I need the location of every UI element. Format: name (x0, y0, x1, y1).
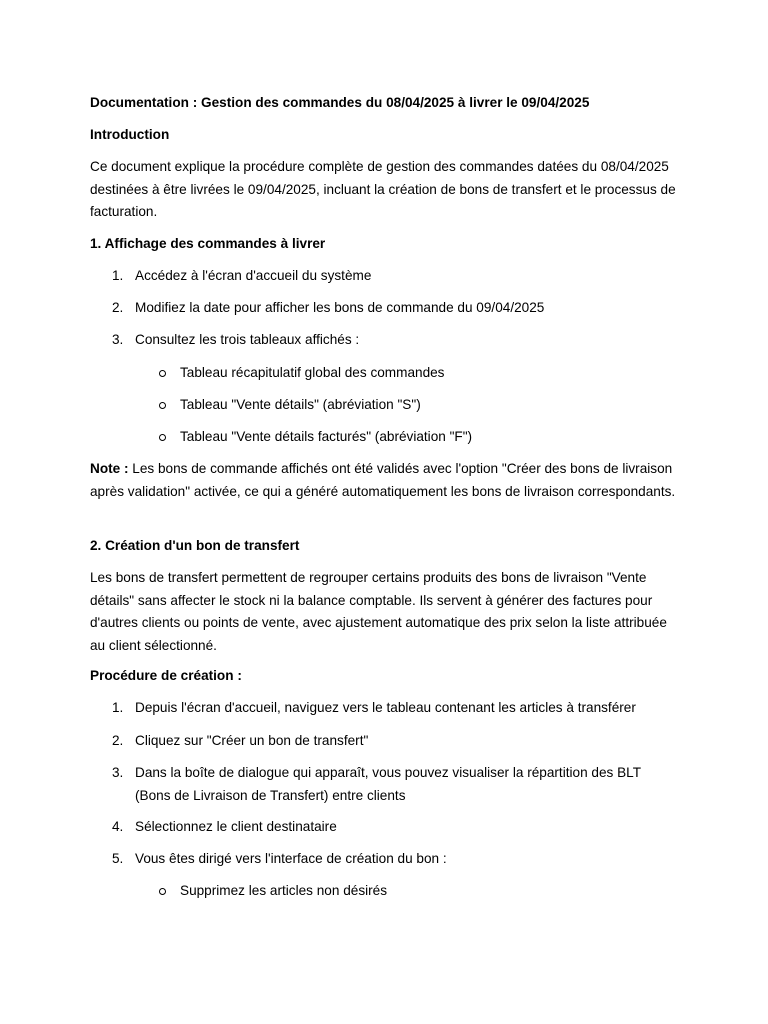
sub-list-text: Tableau "Vente détails facturés" (abréviation "F") (180, 429, 473, 444)
section2-paragraph: Les bons de transfert permettent de regrouper certains produits des bons de livraison "Vente détails" sans affecter le stock ni la balance comptable. Ils servent à générer des factures pour d'autres clients ou points de vente, avec ajustement automatique des prix selon la liste attribuée au client sélectionné. (90, 570, 667, 653)
circle-bullet-icon (159, 402, 166, 409)
list-number: 5. (112, 851, 124, 866)
procedure-heading: Procédure de création : (90, 668, 242, 683)
list-text: Cliquez sur "Créer un bon de transfert" (135, 733, 369, 748)
list-text: Dans la boîte de dialogue qui apparaît, vous pouvez visualiser la répartition des BLT (Bons de Livraison de Transfert) entre clients (135, 765, 641, 803)
section2-heading: 2. Création d'un bon de transfert (90, 538, 300, 553)
circle-bullet-icon (159, 888, 166, 895)
note-paragraph (90, 458, 680, 503)
sub-list-text: Tableau "Vente détails" (abréviation "S") (180, 397, 421, 412)
intro-heading: Introduction (90, 127, 170, 142)
sub-list-text: Supprimez les articles non désirés (180, 883, 388, 898)
circle-bullet-icon (159, 434, 166, 441)
note-label: Note : (90, 461, 129, 476)
list-number: 2. (112, 733, 124, 748)
note-text: Les bons de commande affichés ont été validés avec l'option "Créer des bons de livraison après validation" activée, ce qui a généré automatiquement les bons de livraison correspondants. (90, 461, 676, 499)
sub-list-text: Tableau récapitulatif global des commandes (180, 365, 445, 380)
list-number: 1. (112, 700, 124, 715)
list-text: Sélectionnez le client destinataire (135, 819, 337, 834)
list-text: Depuis l'écran d'accueil, naviguez vers le tableau contenant les articles à transférer (135, 700, 636, 715)
circle-bullet-icon (159, 370, 166, 377)
list-number: 3. (112, 332, 124, 347)
document-title: Documentation : Gestion des commandes du 08/04/2025 à livrer le 09/04/2025 (90, 95, 590, 110)
list-number: 4. (112, 819, 124, 834)
list-text: Modifiez la date pour afficher les bons de commande du 09/04/2025 (135, 300, 545, 315)
list-number: 2. (112, 300, 124, 315)
list-text: Accédez à l'écran d'accueil du système (135, 268, 372, 283)
intro-paragraph: Ce document explique la procédure complète de gestion des commandes datées du 08/04/2025 destinées à être livrées le 09/04/2025, incluant la création de bons de transfert et le processus de facturation. (90, 159, 676, 219)
list-number: 1. (112, 268, 124, 283)
list-text: Consultez les trois tableaux affichés : (135, 332, 360, 347)
list-text: Vous êtes dirigé vers l'interface de création du bon : (135, 851, 447, 866)
list-number: 3. (112, 765, 124, 780)
section1-heading: 1. Affichage des commandes à livrer (90, 236, 326, 251)
